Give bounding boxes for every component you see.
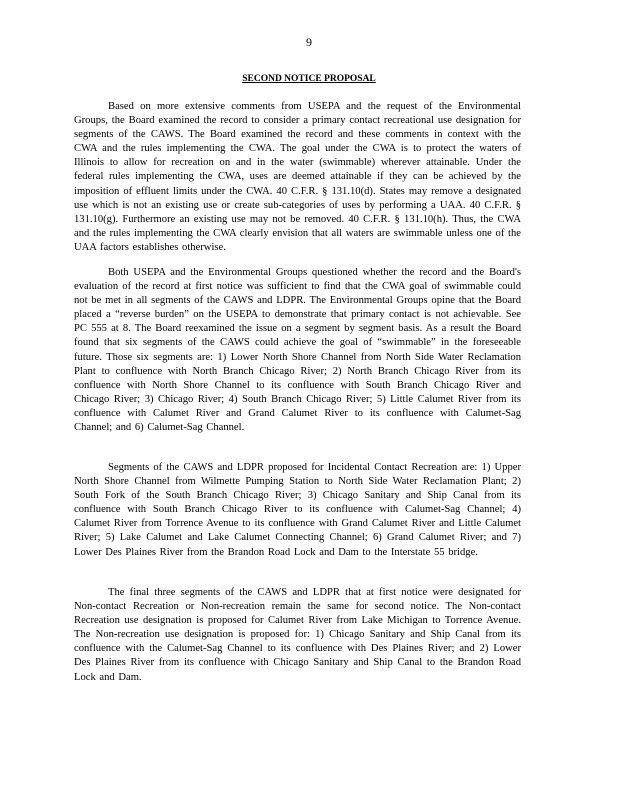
section-heading — [0, 74, 618, 84]
paragraph-incidental-contact-segments: Segments of the CAWS and LDPR proposed for Incidental Contact Recreation are: 1) Upper North Shore Channel from Wilmette Pumping Station to North Side Water Reclamation Plant; 2) South Fork of the South Branch Chicago River; 3) Chicago Sanitary and Ship Canal from its confluence with South Branch Chicago River to its confluence with Calumet-Sag Channel; 4) Calumet River from Torrence Avenue to its confluence with Grand Calumet River and Little Calumet River; 5) Lake Calumet and Lake Calumet Connecting Channel; 6) Grand Calumet River; and 7) Lower Des Plaines River from the Brandon Road Lock and Dam to the Interstate 55 bridge. — [74, 462, 521, 558]
paragraph-primary-contact-reexamination: Based on more extensive comments from USEPA and the request of the Environmental Groups, the Board examined the record to consider a primary contact recreational use designation for segments of the CAWS. The Board examined the record and these comments in context with the CWA and the rules implementing the CWA. The goal under the CWA is to protect the waters of Illinois to allow for recreation on and in the water (swimmable) wherever attainable. Under the federal rules implementing the CWA, uses are deemed attainable if they can be achieved by the imposition of effluent limits under the CWA. 40 C.F.R. § 131.10(d). States may remove a designated use which is not an existing use or create sub-categories of uses by performing a UAA. 40 C.F.R. § 131.10(g). Furthermore an existing use may not be removed. 40 C.F.R. § 131.10(h). Thus, the CWA and the rules implementing the CWA clearly envision that all waters are swimmable unless one of the UAA factors establishes otherwise. — [74, 101, 521, 253]
section-heading-text: SECOND NOTICE PROPOSAL — [242, 74, 376, 84]
paragraph-primary-contact-segments: Both USEPA and the Environmental Groups questioned whether the record and the Board's evaluation of the record at first notice was sufficient to find that the CWA goal of swimmable could not be met in all segments of the CAWS and LDPR. The Environmental Groups opine that the Board placed a “reverse burden” on the USEPA to demonstrate that primary contact is not achievable. See PC 555 at 8. The Board reexamined the issue on a segment by segment basis. As a result the Board found that six segments of the CAWS could achieve the goal of “swimmable” in the foreseeable future. Those six segments are: 1) Lower North Shore Channel from North Side Water Reclamation Plant to confluence with North Branch Chicago River; 2) North Branch Chicago River from its confluence with North Shore Channel to its confluence with South Branch Chicago River and Chicago River; 3) Chicago River; 4) South Branch Chicago River; 5) Little Calumet River from its confluence with Calumet River and Grand Calumet River to its confluence with Calumet-Sag Channel; and 6) Calumet-Sag Channel. — [74, 267, 521, 434]
paragraph-non-contact-segments: The final three segments of the CAWS and LDPR that at first notice were designated for Non-contact Recreation or Non-recreation remain the same for second notice. The Non-contact Recreation use designation is proposed for Calumet River from Lake Michigan to Torrence Avenue. The Non-recreation use designation is proposed for: 1) Chicago Sanitary and Ship Canal from its confluence with the Calumet-Sag Channel to its confluence with Des Plaines River; and 2) Lower Des Plaines River from its confluence with Chicago Sanitary and Ship Canal to the Brandon Road Lock and Dam. — [74, 587, 521, 683]
page-number: 9 — [306, 35, 312, 49]
